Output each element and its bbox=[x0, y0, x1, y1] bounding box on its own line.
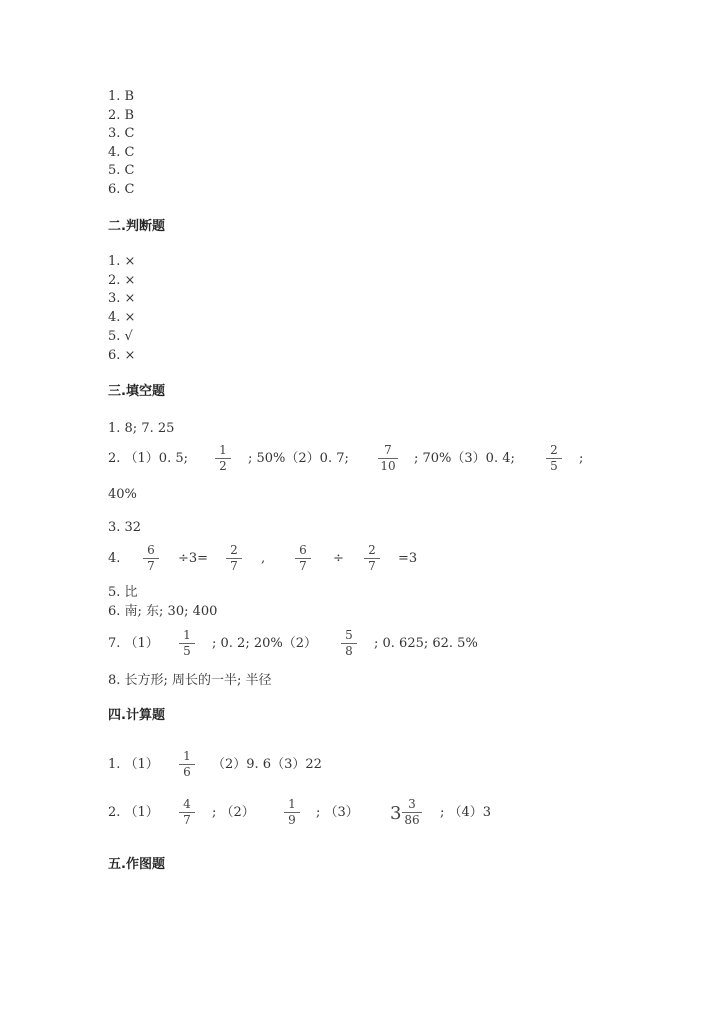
fill-q4-part-c: , bbox=[261, 551, 266, 566]
answer-5: 5. C bbox=[108, 163, 135, 178]
fraction bbox=[295, 544, 311, 573]
denominator: 5 bbox=[550, 459, 558, 473]
fill-q2-part-c: ; 70%（3）0. 4; bbox=[414, 451, 515, 466]
denominator: 10 bbox=[380, 459, 396, 473]
fraction bbox=[179, 629, 195, 658]
fill-q6: 6. 南; 东; 30; 400 bbox=[108, 604, 218, 619]
fraction bbox=[546, 444, 562, 473]
mixed-whole: 3 bbox=[390, 803, 402, 824]
numerator: 1 bbox=[183, 749, 191, 763]
fill-q4-part-e: =3 bbox=[398, 551, 418, 566]
fill-q7-part-a: 7. （1） bbox=[108, 636, 159, 651]
denominator: 5 bbox=[183, 644, 191, 658]
section-heading-calculation: 四.计算题 bbox=[108, 708, 165, 723]
numerator: 6 bbox=[147, 543, 155, 557]
fill-q3: 3. 32 bbox=[108, 520, 142, 535]
numerator: 5 bbox=[345, 628, 353, 642]
numerator: 2 bbox=[368, 543, 376, 557]
fill-q5: 5. 比 bbox=[108, 585, 138, 600]
numerator: 2 bbox=[550, 443, 558, 457]
numerator: 1 bbox=[288, 797, 296, 811]
fraction bbox=[179, 750, 195, 779]
section-heading-drawing: 五.作图题 bbox=[108, 857, 165, 872]
numerator: 1 bbox=[183, 628, 191, 642]
denominator: 7 bbox=[368, 559, 376, 573]
fraction bbox=[402, 798, 422, 827]
fill-q7-part-c: ; 0. 625; 62. 5% bbox=[374, 636, 478, 651]
judgment-5: 5. √ bbox=[108, 329, 133, 344]
section-heading-fill-in: 三.填空题 bbox=[108, 384, 165, 399]
section-heading-judgment: 二.判断题 bbox=[108, 219, 165, 234]
denominator: 2 bbox=[219, 459, 227, 473]
judgment-3: 3. × bbox=[108, 291, 136, 306]
numerator: 3 bbox=[408, 797, 416, 811]
judgment-2: 2. × bbox=[108, 273, 136, 288]
calc-q1-part-b: （2）9. 6（3）22 bbox=[212, 757, 322, 772]
numerator: 2 bbox=[230, 543, 238, 557]
denominator: 9 bbox=[288, 813, 296, 827]
judgment-6: 6. × bbox=[108, 348, 136, 363]
fraction bbox=[143, 544, 159, 573]
fraction bbox=[215, 444, 231, 473]
fraction bbox=[284, 798, 300, 827]
answer-3: 3. C bbox=[108, 126, 135, 141]
fraction bbox=[364, 544, 380, 573]
answer-1: 1. B bbox=[108, 89, 135, 104]
denominator: 7 bbox=[183, 813, 191, 827]
fill-q4-part-a: 4. bbox=[108, 551, 121, 566]
numerator: 7 bbox=[384, 443, 392, 457]
judgment-1: 1. × bbox=[108, 254, 136, 269]
denominator: 86 bbox=[404, 813, 420, 827]
fraction bbox=[378, 444, 398, 473]
denominator: 7 bbox=[147, 559, 155, 573]
numerator: 6 bbox=[299, 543, 307, 557]
fill-q8: 8. 长方形; 周长的一半; 半径 bbox=[108, 673, 272, 688]
calc-q1-part-a: 1. （1） bbox=[108, 757, 159, 772]
denominator: 8 bbox=[345, 644, 353, 658]
fraction bbox=[341, 629, 357, 658]
fraction bbox=[179, 798, 195, 827]
answer-4: 4. C bbox=[108, 145, 135, 160]
fill-q4-part-b: ÷3= bbox=[178, 551, 209, 566]
calc-q2-part-b: ; （2） bbox=[212, 805, 255, 820]
numerator: 1 bbox=[219, 443, 227, 457]
fill-q7-part-b: ; 0. 2; 20%（2） bbox=[212, 636, 317, 651]
answer-6: 6. C bbox=[108, 182, 135, 197]
fill-q2-part-d: ; bbox=[579, 451, 584, 466]
calc-q2-part-c: ; （3） bbox=[316, 805, 359, 820]
answer-2: 2. B bbox=[108, 108, 135, 123]
judgment-4: 4. × bbox=[108, 310, 136, 325]
fill-q2-part-a: 2. （1）0. 5; bbox=[108, 451, 188, 466]
denominator: 6 bbox=[183, 765, 191, 779]
fill-q1: 1. 8; 7. 25 bbox=[108, 421, 175, 436]
fraction bbox=[226, 544, 242, 573]
denominator: 7 bbox=[230, 559, 238, 573]
fill-q2-part-e: 40% bbox=[108, 487, 137, 502]
calc-q2-part-d: ; （4）3 bbox=[440, 805, 492, 820]
fill-q2-part-b: ; 50%（2）0. 7; bbox=[248, 451, 349, 466]
mixed-number bbox=[390, 798, 424, 832]
numerator: 4 bbox=[183, 797, 191, 811]
denominator: 7 bbox=[299, 559, 307, 573]
fill-q4-part-d: ÷ bbox=[333, 551, 344, 566]
calc-q2-part-a: 2. （1） bbox=[108, 805, 159, 820]
